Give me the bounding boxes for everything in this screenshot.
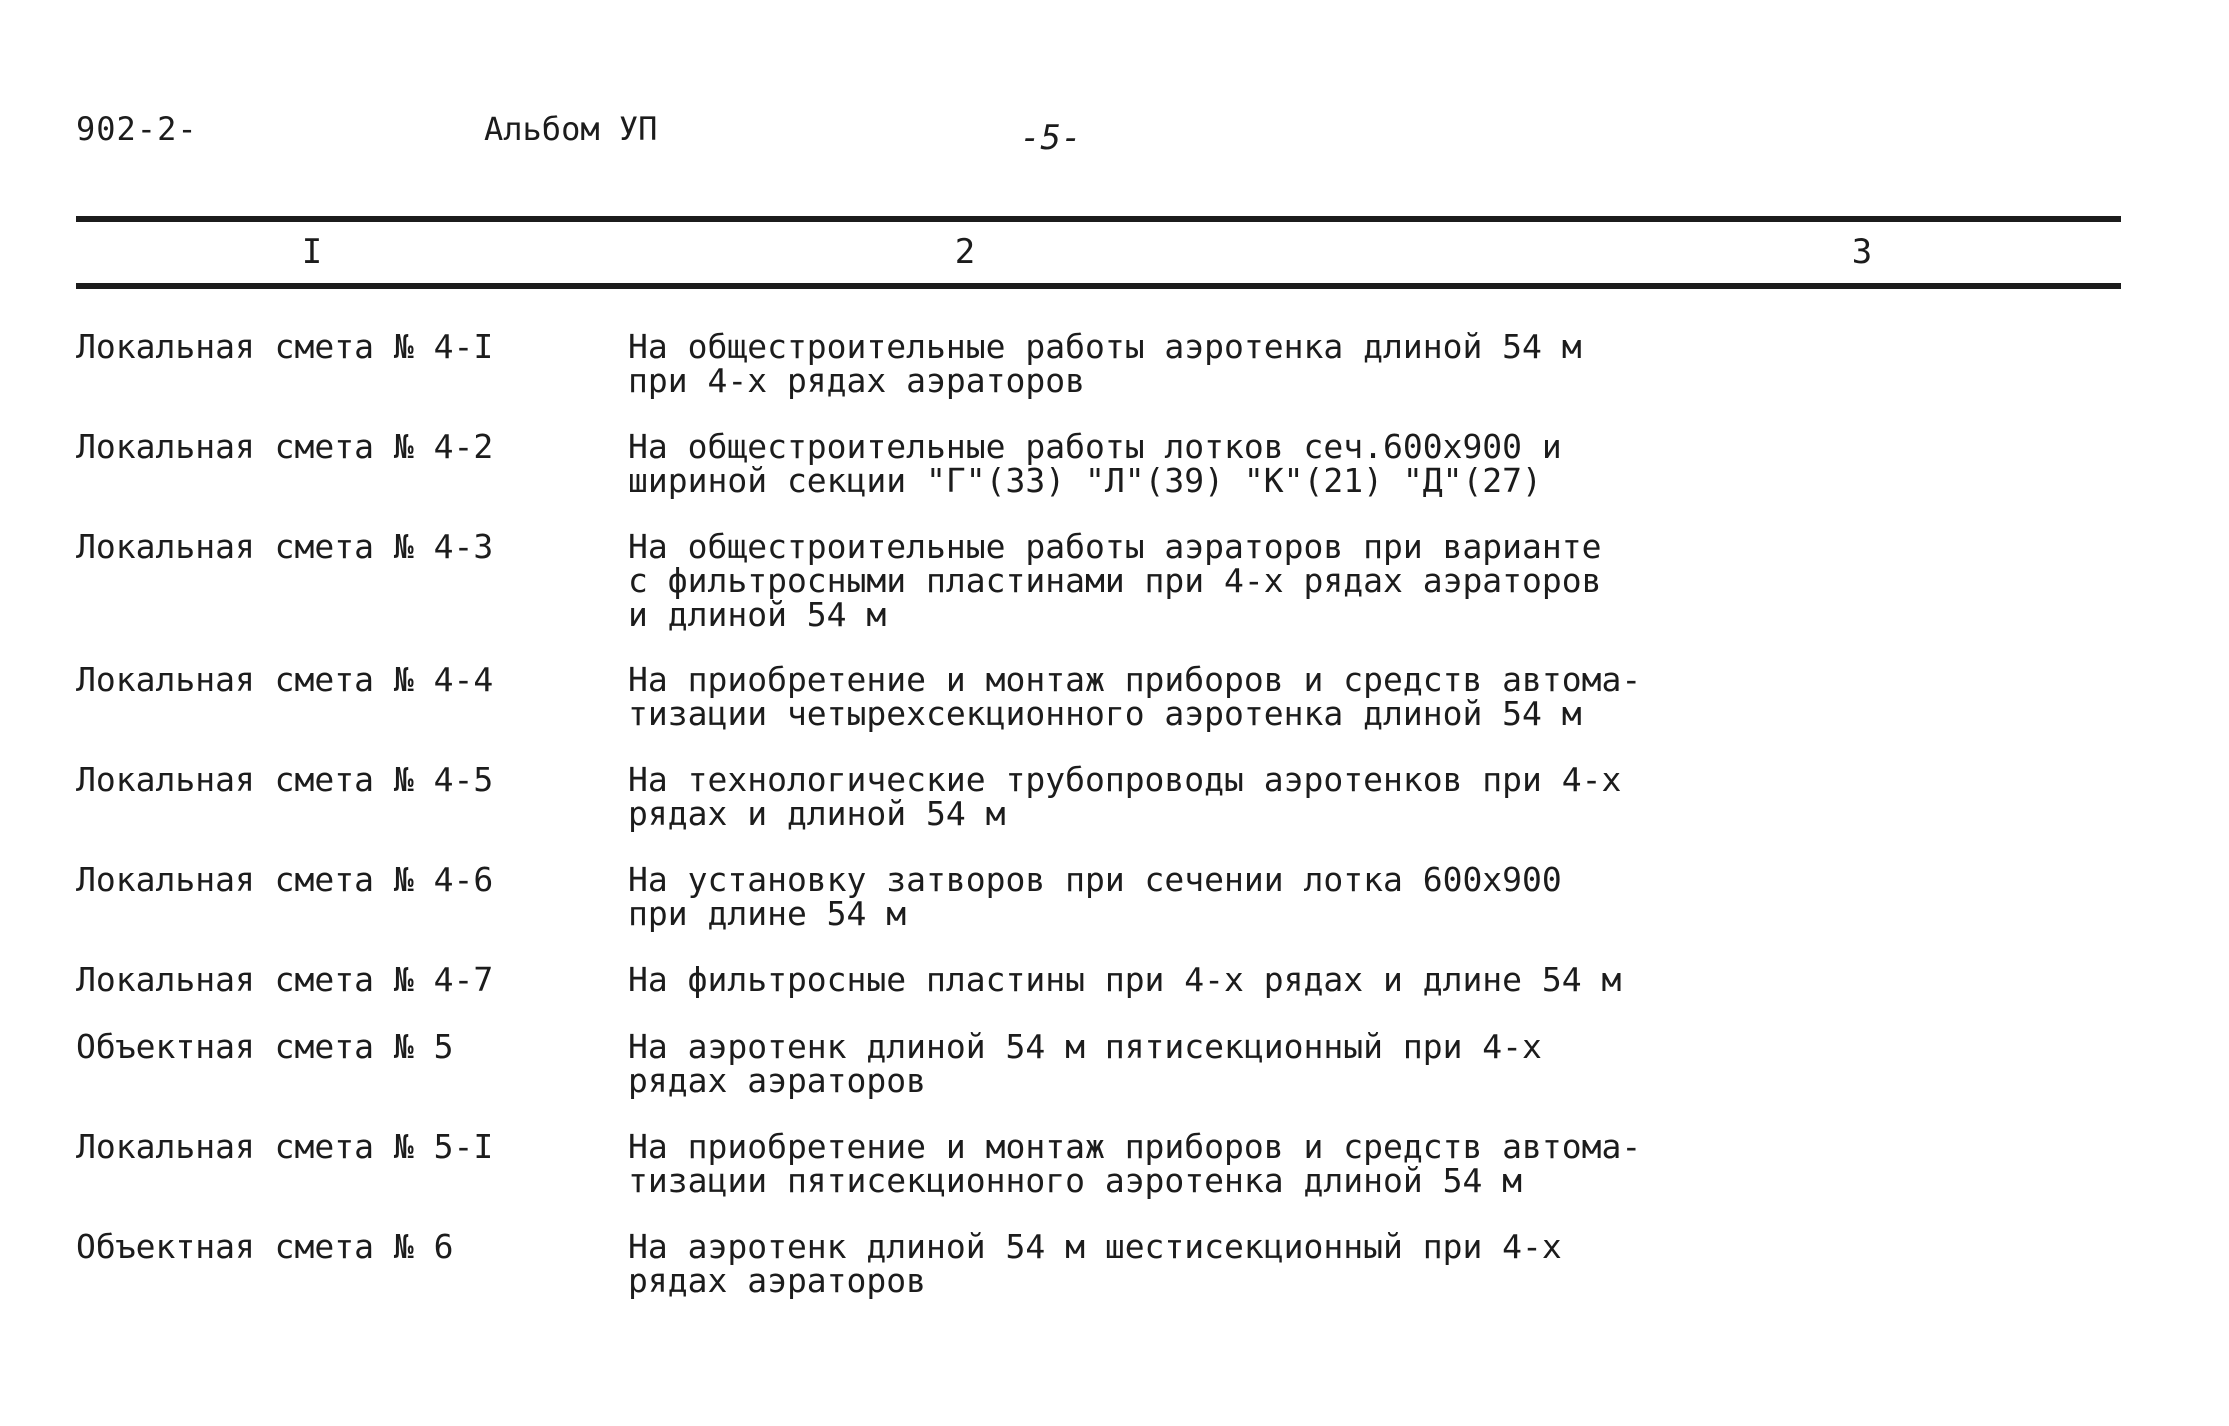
estimate-description: На аэротенк длиной 54 м пятисекционный при 4-х рядах аэраторов: [628, 1027, 1542, 1100]
table-row: [76, 1227, 2121, 1310]
estimate-description: На приобретение и монтаж приборов и средств автома- тизации четырехсекционного аэротенка длиной 54 м: [628, 660, 1642, 733]
estimate-name: Объектная смета № 5: [76, 1027, 454, 1066]
album-label: Альбом УП: [484, 110, 658, 148]
estimate-description: На общестроительные работы лотков сеч.600х900 и шириной секции "Г"(33) "Л"(39) "К"(21) "Д"(27): [628, 427, 1562, 500]
table-body: [76, 327, 2121, 1310]
table-header-rule: [76, 283, 2121, 289]
table-row: [76, 960, 2121, 1030]
column-header-1: I: [301, 232, 323, 272]
table-row: [76, 1027, 2121, 1130]
table-row: [76, 527, 2121, 663]
table-row: [76, 760, 2121, 863]
estimate-name: Локальная смета № 4-3: [76, 527, 494, 566]
estimate-name: Локальная смета № 4-6: [76, 860, 494, 899]
column-header-3: 3: [1851, 232, 1873, 272]
table-top-rule: [76, 216, 2121, 222]
table-row: [76, 1127, 2121, 1230]
column-header-2: 2: [954, 232, 976, 272]
table-row: [76, 660, 2121, 763]
table-row: [76, 327, 2121, 430]
estimate-description: На фильтросные пластины при 4-х рядах и длине 54 м: [628, 960, 1622, 999]
estimate-description: На общестроительные работы аэротенка длиной 54 м при 4-х рядах аэраторов: [628, 327, 1582, 400]
estimate-name: Локальная смета № 4-7: [76, 960, 494, 999]
estimate-description: На технологические трубопроводы аэротенков при 4-х рядах и длиной 54 м: [628, 760, 1622, 833]
estimate-description: На аэротенк длиной 54 м шестисекционный при 4-х рядах аэраторов: [628, 1227, 1562, 1300]
estimate-name: Локальная смета № 4-5: [76, 760, 494, 799]
page-number: -5-: [1020, 118, 1082, 158]
table-row: [76, 860, 2121, 963]
estimate-name: Локальная смета № 5-I: [76, 1127, 494, 1166]
estimate-description: На приобретение и монтаж приборов и средств автома- тизации пятисекционного аэротенка длиной 54 м: [628, 1127, 1642, 1200]
table-row: [76, 427, 2121, 530]
estimate-name: Локальная смета № 4-4: [76, 660, 494, 699]
estimate-name: Объектная смета № 6: [76, 1227, 454, 1266]
estimate-description: На общестроительные работы аэраторов при варианте с фильтросными пластинами при 4-х рядах аэраторов и длиной 54 м: [628, 527, 1602, 634]
estimate-name: Локальная смета № 4-2: [76, 427, 494, 466]
document-code: 902-2-: [76, 110, 198, 148]
estimate-name: Локальная смета № 4-I: [76, 327, 494, 366]
estimate-description: На установку затворов при сечении лотка 600х900 при длине 54 м: [628, 860, 1562, 933]
